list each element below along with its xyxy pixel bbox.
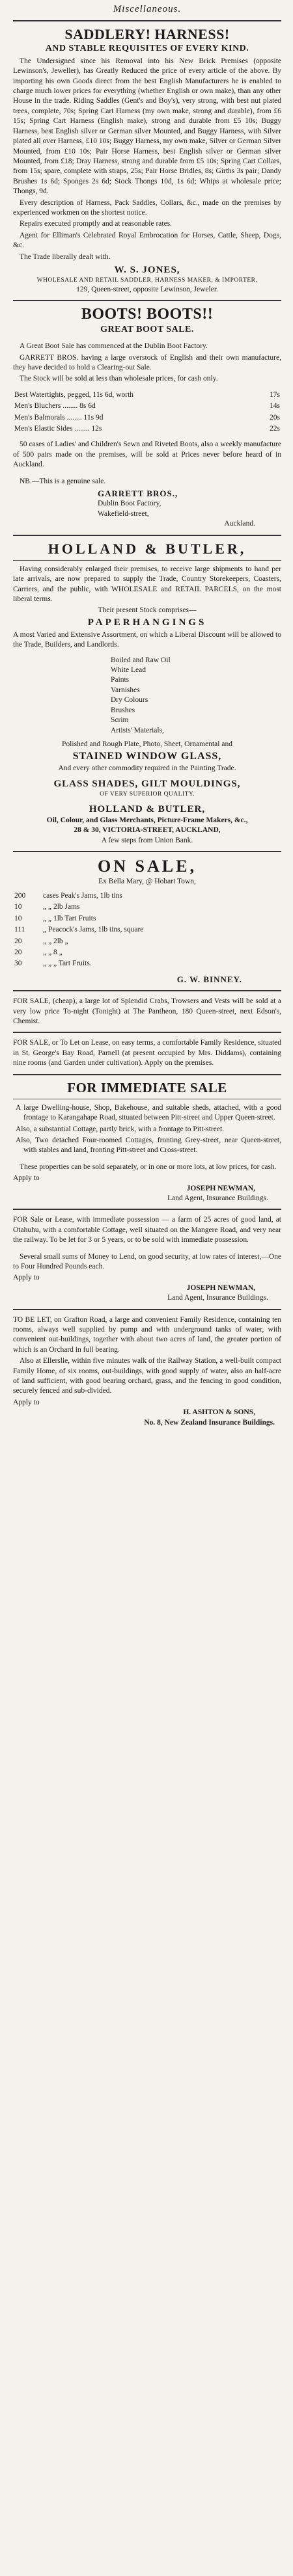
saddlery-subhead: AND STABLE REQUISITES OF EVERY KIND.	[45, 44, 249, 54]
desc: „ „ 8 „	[43, 948, 63, 957]
table-row	[13, 390, 281, 401]
saddlery-headline: SADDLERY! HARNESS!	[64, 26, 230, 42]
table-row	[13, 902, 281, 913]
desc: „ „ 2lb „	[43, 937, 68, 945]
saddlery-trade: WHOLESALE AND RETAIL SADDLER, HARNESS MAKER, & IMPORTER,	[36, 277, 258, 284]
saddlery-body-2: Every description of Harness, Pack Saddles, Collars, &c., made on the premises by experienced workmen on the shortest notice.	[13, 198, 281, 217]
onsale-signer: G. W. BINNEY.	[176, 974, 242, 984]
tolet-text: TO BE LET, on Grafton Road, a large and convenient Family Residence, containing ten rooms, always well supplied by pump and with underground tanks of water, with convenient out-buildings, together with about two acres of land, the greater portion of which is an Orchard in full bearing.	[13, 1315, 281, 1354]
desc: „ Peacock's Jams, 1lb tins, square	[43, 926, 144, 934]
list-item: Scrim	[111, 716, 129, 725]
boots-p1: A Great Boot Sale has commenced at the Dublin Boot Factory.	[20, 342, 208, 351]
holland-stained-glass: STAINED WINDOW GLASS,	[72, 751, 222, 762]
forsale-farm-apply: Apply to	[13, 1274, 40, 1282]
holland-butler-ad	[13, 541, 281, 846]
table-row	[13, 947, 281, 958]
holland-p2: Their present Stock comprises—	[98, 606, 197, 615]
price-item: Men's Elastic Sides ........ 12s	[14, 424, 102, 433]
forsale-farm-text: FOR Sale or Lease, with immediate possession — a farm of 25 acres of good land, at Otahuhu, with a comfortable Cottage, well situated on the Mangere Road, and very near the railway. To be let for 3 or 5 years, or to be sold with immediate possession.	[13, 1216, 281, 1244]
saddlery-body: The Undersigned since his Removal into his New Brick Premises (opposite Lewinson's, Jeweller), has Greatly Reduced the price of every article of the above. By importing his own Goods direct from the best English Manufacturers he is enabled to charge much lower prices for everything (whether English or own make), than any other House in the trade. Riding Saddles (Gent's and Boy's), very strong, with best nut plated trees, complete, 70s; Spring Cart Harness (my own make, strong and durable), from £6 15s; Spring Cart Harness (English make), strong and durable from £5 10s; Buggy Harness, best English silver or German silver Mounted, and Buggy Harness, with Silver plated all over Harness, £10 10s; Buggy Harness, my own make, Silver or German Silver Mounted, from £10 10s; Pair Horse Harness, best English silver or German silver Mounted, from £18; Dray Harness, strong and durable from £5 10s; Spring Cart Collars, from 15s; spare, complete with straps, 25s; Pair Horse Bridles, 8s; Girths 3s pair; Dandy Brushes 1s 6d; Sponges 2s 6d; Stock Thongs 10d, 1s 6d; Whips at wholesale price; Thongs, 9d.	[13, 57, 281, 196]
price-value: 20s	[270, 413, 280, 422]
desc: „ „ 1lb Tart Fruits	[43, 914, 96, 922]
holland-paperhangings: PAPERHANGINGS	[87, 617, 207, 628]
table-row	[13, 924, 281, 935]
immediate-apply: Apply to	[13, 1174, 40, 1183]
desc: „ „ „ Tart Fruits.	[43, 959, 92, 968]
immediate-sale-ad	[13, 1080, 281, 1204]
divider	[13, 1209, 281, 1210]
price-item: Men's Bluchers ........ 8s 6d	[14, 402, 96, 410]
boots-price-table	[13, 390, 281, 435]
holland-trade: Oil, Colour, and Glass Merchants, Picture-Frame Makers, &c.,	[46, 816, 248, 825]
onsale-table	[13, 891, 281, 970]
table-row	[13, 412, 281, 423]
for-sale-farm-ad	[13, 1215, 281, 1303]
saddlery-body-4: Agent for Elliman's Celebrated Royal Embrocation for Horses, Cattle, Sheep, Dogs, &c.	[13, 231, 281, 250]
divider	[13, 1074, 281, 1075]
table-row	[13, 936, 281, 947]
boots-addr-1: Dublin Boot Factory,	[98, 500, 161, 508]
list-item: Also, a substantial Cottage, partly brick, with a frontage to Pitt-street.	[16, 1125, 225, 1133]
divider	[13, 300, 281, 301]
onsale-ship: Ex Bella Mary, @ Hobart Town,	[98, 877, 196, 885]
divider	[13, 1309, 281, 1310]
for-sale-clothes-ad	[13, 997, 281, 1026]
saddlery-body-3: Repairs executed promptly and at reasonable rates.	[20, 220, 173, 228]
on-sale-ad	[13, 857, 281, 985]
forsale-farm-title: Land Agent, Insurance Buildings.	[167, 1294, 268, 1302]
holland-p5: And every other commodity required in the Painting Trade.	[58, 764, 236, 772]
price-item: Men's Balmorals ........ 11s 9d	[14, 413, 104, 422]
list-item: Brushes	[111, 706, 135, 714]
table-row	[13, 913, 281, 924]
divider	[13, 560, 281, 561]
table-row	[13, 423, 281, 435]
forsale-residence-text: FOR SALE, or To Let on Lease, on easy terms, a comfortable Family Residence, situated in St. George's Bay Road, Parnell (at present occupied by Mrs. Diddams), containing nine rooms (and Garden under cultivation). Apply on the premises.	[13, 1039, 281, 1067]
qty: 30	[14, 959, 22, 968]
divider	[13, 1032, 281, 1033]
immediate-headline: FOR IMMEDIATE SALE	[67, 1079, 227, 1095]
section-title: Miscellaneous.	[113, 4, 182, 14]
holland-goods-list	[111, 656, 281, 736]
holland-address: 28 & 30, VICTORIA-STREET, AUCKLAND,	[74, 826, 221, 835]
divider	[13, 20, 281, 21]
qty: 111	[14, 926, 25, 934]
desc: „ „ 2lb Jams	[43, 903, 80, 911]
boots-p4: 50 cases of Ladies' and Children's Sewn and Riveted Boots, also a weekly manufacture of 500 pairs made on the premises, will be sold at Prices never before heard of in Auckland.	[13, 440, 281, 469]
saddlery-body-5: The Trade liberally dealt with.	[20, 252, 111, 261]
divider	[13, 851, 281, 852]
holland-near: A few steps from Union Bank.	[101, 836, 193, 844]
boots-p2: GARRETT BROS. having a large overstock of English and their own manufacture, they have decided to hold a Clearing-out Sale.	[13, 353, 281, 371]
list-item: Varnishes	[111, 686, 140, 694]
price-value: 22s	[270, 424, 280, 433]
qty: 10	[14, 914, 22, 922]
immediate-signer: JOSEPH NEWMAN,	[186, 1184, 255, 1192]
list-item: Boiled and Raw Oil	[111, 656, 171, 664]
table-row	[13, 891, 281, 902]
boots-signer: GARRETT BROS.,	[98, 489, 178, 498]
holland-quality: OF VERY SUPERIOR QUALITY.	[100, 791, 195, 798]
list-item: Dry Colours	[111, 696, 148, 704]
boots-headline: BOOTS! BOOTS!!	[81, 306, 214, 323]
divider	[13, 990, 281, 991]
price-value: 17s	[270, 390, 280, 399]
forsale-clothes-text: FOR SALE, (cheap), a large lot of Splendid Crabs, Trowsers and Vests will be sold at a very low price To-night (Tonight) at The Pantheon, 180 Queen-street, next Edson's, Chemist.	[13, 997, 281, 1026]
qty: 20	[14, 937, 22, 945]
immediate-title: Land Agent, Insurance Buildings.	[167, 1194, 268, 1202]
holland-p4: Polished and Rough Plate, Photo, Sheet, Ornamental and	[62, 740, 232, 748]
holland-headline: HOLLAND & BUTLER,	[48, 540, 247, 557]
immediate-p1: These properties can be sold separately, or in one or more lots, at low prices, for cash.	[20, 1162, 277, 1171]
forsale-farm-p1: Several small sums of Money to Lend, on good security, at low rates of interest,—One to Four Hundred Pounds each.	[13, 1252, 281, 1270]
desc: cases Peak's Jams, 1lb tins	[43, 891, 122, 900]
list-item: Artists' Materials,	[111, 726, 164, 734]
boots-subhead: GREAT BOOT SALE.	[100, 325, 194, 335]
price-value: 14s	[270, 402, 280, 410]
qty: 200	[14, 891, 26, 900]
boots-nb: NB.—This is a genuine sale.	[20, 477, 106, 485]
onsale-headline: ON SALE,	[98, 857, 197, 876]
saddlery-ad	[13, 27, 281, 295]
qty: 20	[14, 948, 22, 957]
tolet-apply: Apply to	[13, 1398, 40, 1406]
tolet-signer: H. ASHTON & SONS,	[183, 1408, 255, 1417]
to-let-ad	[13, 1315, 281, 1428]
qty: 10	[14, 903, 22, 911]
boots-ad	[13, 306, 281, 529]
boots-p3: The Stock will be sold at less than wholesale prices, for cash only.	[20, 375, 218, 383]
list-item: White Lead	[111, 666, 146, 675]
list-item: A large Dwelling-house, Shop, Bakehouse, and suitable sheds, attached, with a good frontage to Karangahape Road, situated between Pitt-street and Upper Queen-street.	[16, 1103, 281, 1122]
boots-addr-3: Auckland.	[224, 520, 255, 528]
table-row	[13, 401, 281, 412]
boots-addr-2: Wakefield-street,	[98, 509, 149, 518]
price-item: Best Watertights, pegged, 11s 6d, worth	[14, 390, 134, 399]
list-item: Paints	[111, 676, 130, 684]
tolet-p1: Also at Ellerslie, within five minutes walk of the Railway Station, a well-built compact Family Home, of six rooms, out-buildings, with good supply of water, also an half-acre of land sufficient, with good bearing orchard, grass, and the fencing in good condition, securely fenced and sub-divided.	[13, 1357, 281, 1395]
forsale-farm-signer: JOSEPH NEWMAN,	[186, 1283, 255, 1292]
holland-p1: Having considerably enlarged their premises, to receive large shipments to hand per late arrivals, are now prepared to supply the Trade, Country Storekeepers, Coasters, Carriers, and the public, with WHOLESALE and RETAIL PARCELS, on the most liberal terms.	[13, 565, 281, 603]
saddlery-address: 129, Queen-street, opposite Lewinson, Jeweler.	[76, 285, 218, 293]
holland-firm: HOLLAND & BUTLER,	[89, 803, 206, 814]
holland-p3: A most Varied and Extensive Assortment, on which a Liberal Discount will be allowed to the Trade, Builders, and Landlords.	[13, 630, 281, 649]
for-sale-residence-ad	[13, 1038, 281, 1068]
list-item: Also, Two detached Four-roomed Cottages, fronting Grey-street, near Queen-street, with stables and land, fronting Pitt-street and Cross-street.	[16, 1136, 281, 1155]
divider	[13, 535, 281, 536]
saddlery-signer: W. S. JONES,	[114, 264, 180, 275]
holland-shades: GLASS SHADES, GILT MOULDINGS,	[53, 779, 241, 790]
tolet-title: No. 8, New Zealand Insurance Buildings.	[144, 1418, 275, 1427]
table-row	[13, 958, 281, 969]
